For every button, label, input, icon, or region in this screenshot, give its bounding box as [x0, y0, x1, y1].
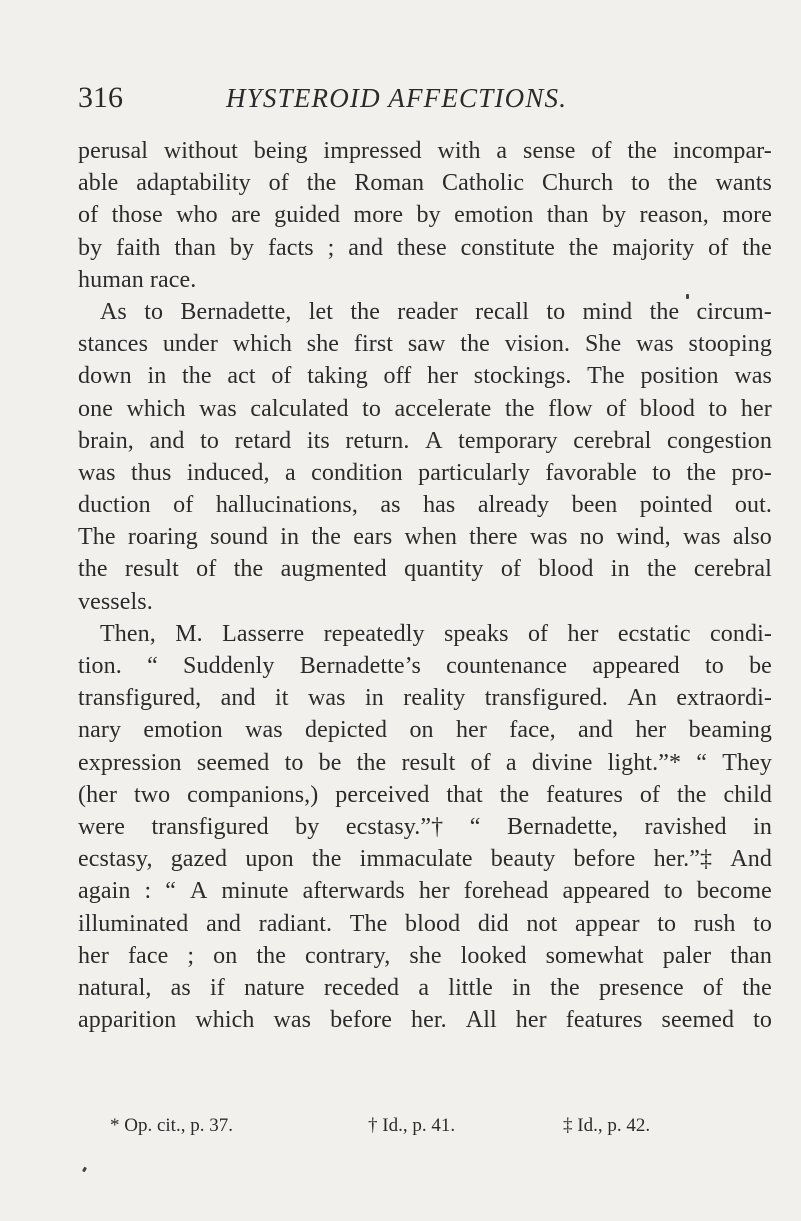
- text-line: expression seemed to be the result of a divine light.”* “ They: [78, 749, 772, 776]
- text-line: one which was calculated to accelerate the flow of blood to her: [78, 395, 772, 422]
- text-line: down in the act of taking off her stockings. The position was: [78, 363, 772, 390]
- text-line: of those who are guided more by emotion than by reason, more: [78, 202, 772, 229]
- text-line: perusal without being impressed with a sense of the incompar-: [78, 138, 772, 164]
- text-line: again : “ A minute afterwards her forehead appeared to become: [78, 878, 772, 905]
- text-line: nary emotion was depicted on her face, and her beaming: [78, 717, 772, 744]
- text-line: tion. “ Suddenly Bernadette’s countenance appeared to be: [78, 653, 772, 679]
- footnote-2: † Id., p. 41.: [368, 1115, 456, 1136]
- page-number: 316: [78, 81, 123, 114]
- paper-speck: [686, 294, 689, 299]
- text-line: ecstasy, gazed upon the immaculate beauty before her.”‡ And: [78, 846, 772, 873]
- text-line: illuminated and radiant. The blood did not appear to rush to: [78, 910, 772, 937]
- text-line: apparition which was before her. All her features seemed to: [78, 1007, 772, 1034]
- page-header: [78, 78, 778, 118]
- paper-speck: [82, 1167, 87, 1173]
- text-line: her face ; on the contrary, she looked somewhat paler than: [78, 942, 772, 969]
- running-title: HYSTEROID AFFECTIONS.: [226, 83, 568, 113]
- footnotes: [110, 1112, 730, 1140]
- text-line: was thus induced, a condition particularly favorable to the pro-: [78, 459, 772, 486]
- text-line: duction of hallucinations, as has already been pointed out.: [78, 492, 772, 519]
- text-line: The roaring sound in the ears when there was no wind, was also: [78, 524, 772, 551]
- text-line: natural, as if nature receded a little in the presence of the: [78, 974, 772, 1001]
- text-line: stances under which she first saw the vision. She was stooping: [78, 331, 772, 358]
- text-line: able adaptability of the Roman Catholic Church to the wants: [78, 170, 772, 197]
- body-text: [78, 135, 772, 1036]
- text-line: were transfigured by ecstasy.”† “ Bernadette, ravished in: [78, 813, 772, 840]
- text-line: vessels.: [78, 588, 153, 615]
- footnote-1: * Op. cit., p. 37.: [110, 1115, 233, 1136]
- text-line: brain, and to retard its return. A temporary cerebral congestion: [78, 427, 772, 454]
- paragraph-start-line: Then, M. Lasserre repeatedly speaks of her ecstatic condi-: [100, 620, 772, 647]
- text-line: (her two companions,) perceived that the features of the child: [78, 781, 772, 808]
- text-line: transfigured, and it was in reality transfigured. An extraordi-: [78, 685, 772, 712]
- footnote-3: ‡ Id., p. 42.: [563, 1115, 651, 1136]
- text-line: by faith than by facts ; and these constitute the majority of the: [78, 234, 772, 261]
- paragraph-start-line: As to Bernadette, let the reader recall to mind the circum-: [100, 298, 772, 325]
- text-line: human race.: [78, 266, 197, 293]
- text-line: the result of the augmented quantity of blood in the cerebral: [78, 556, 772, 583]
